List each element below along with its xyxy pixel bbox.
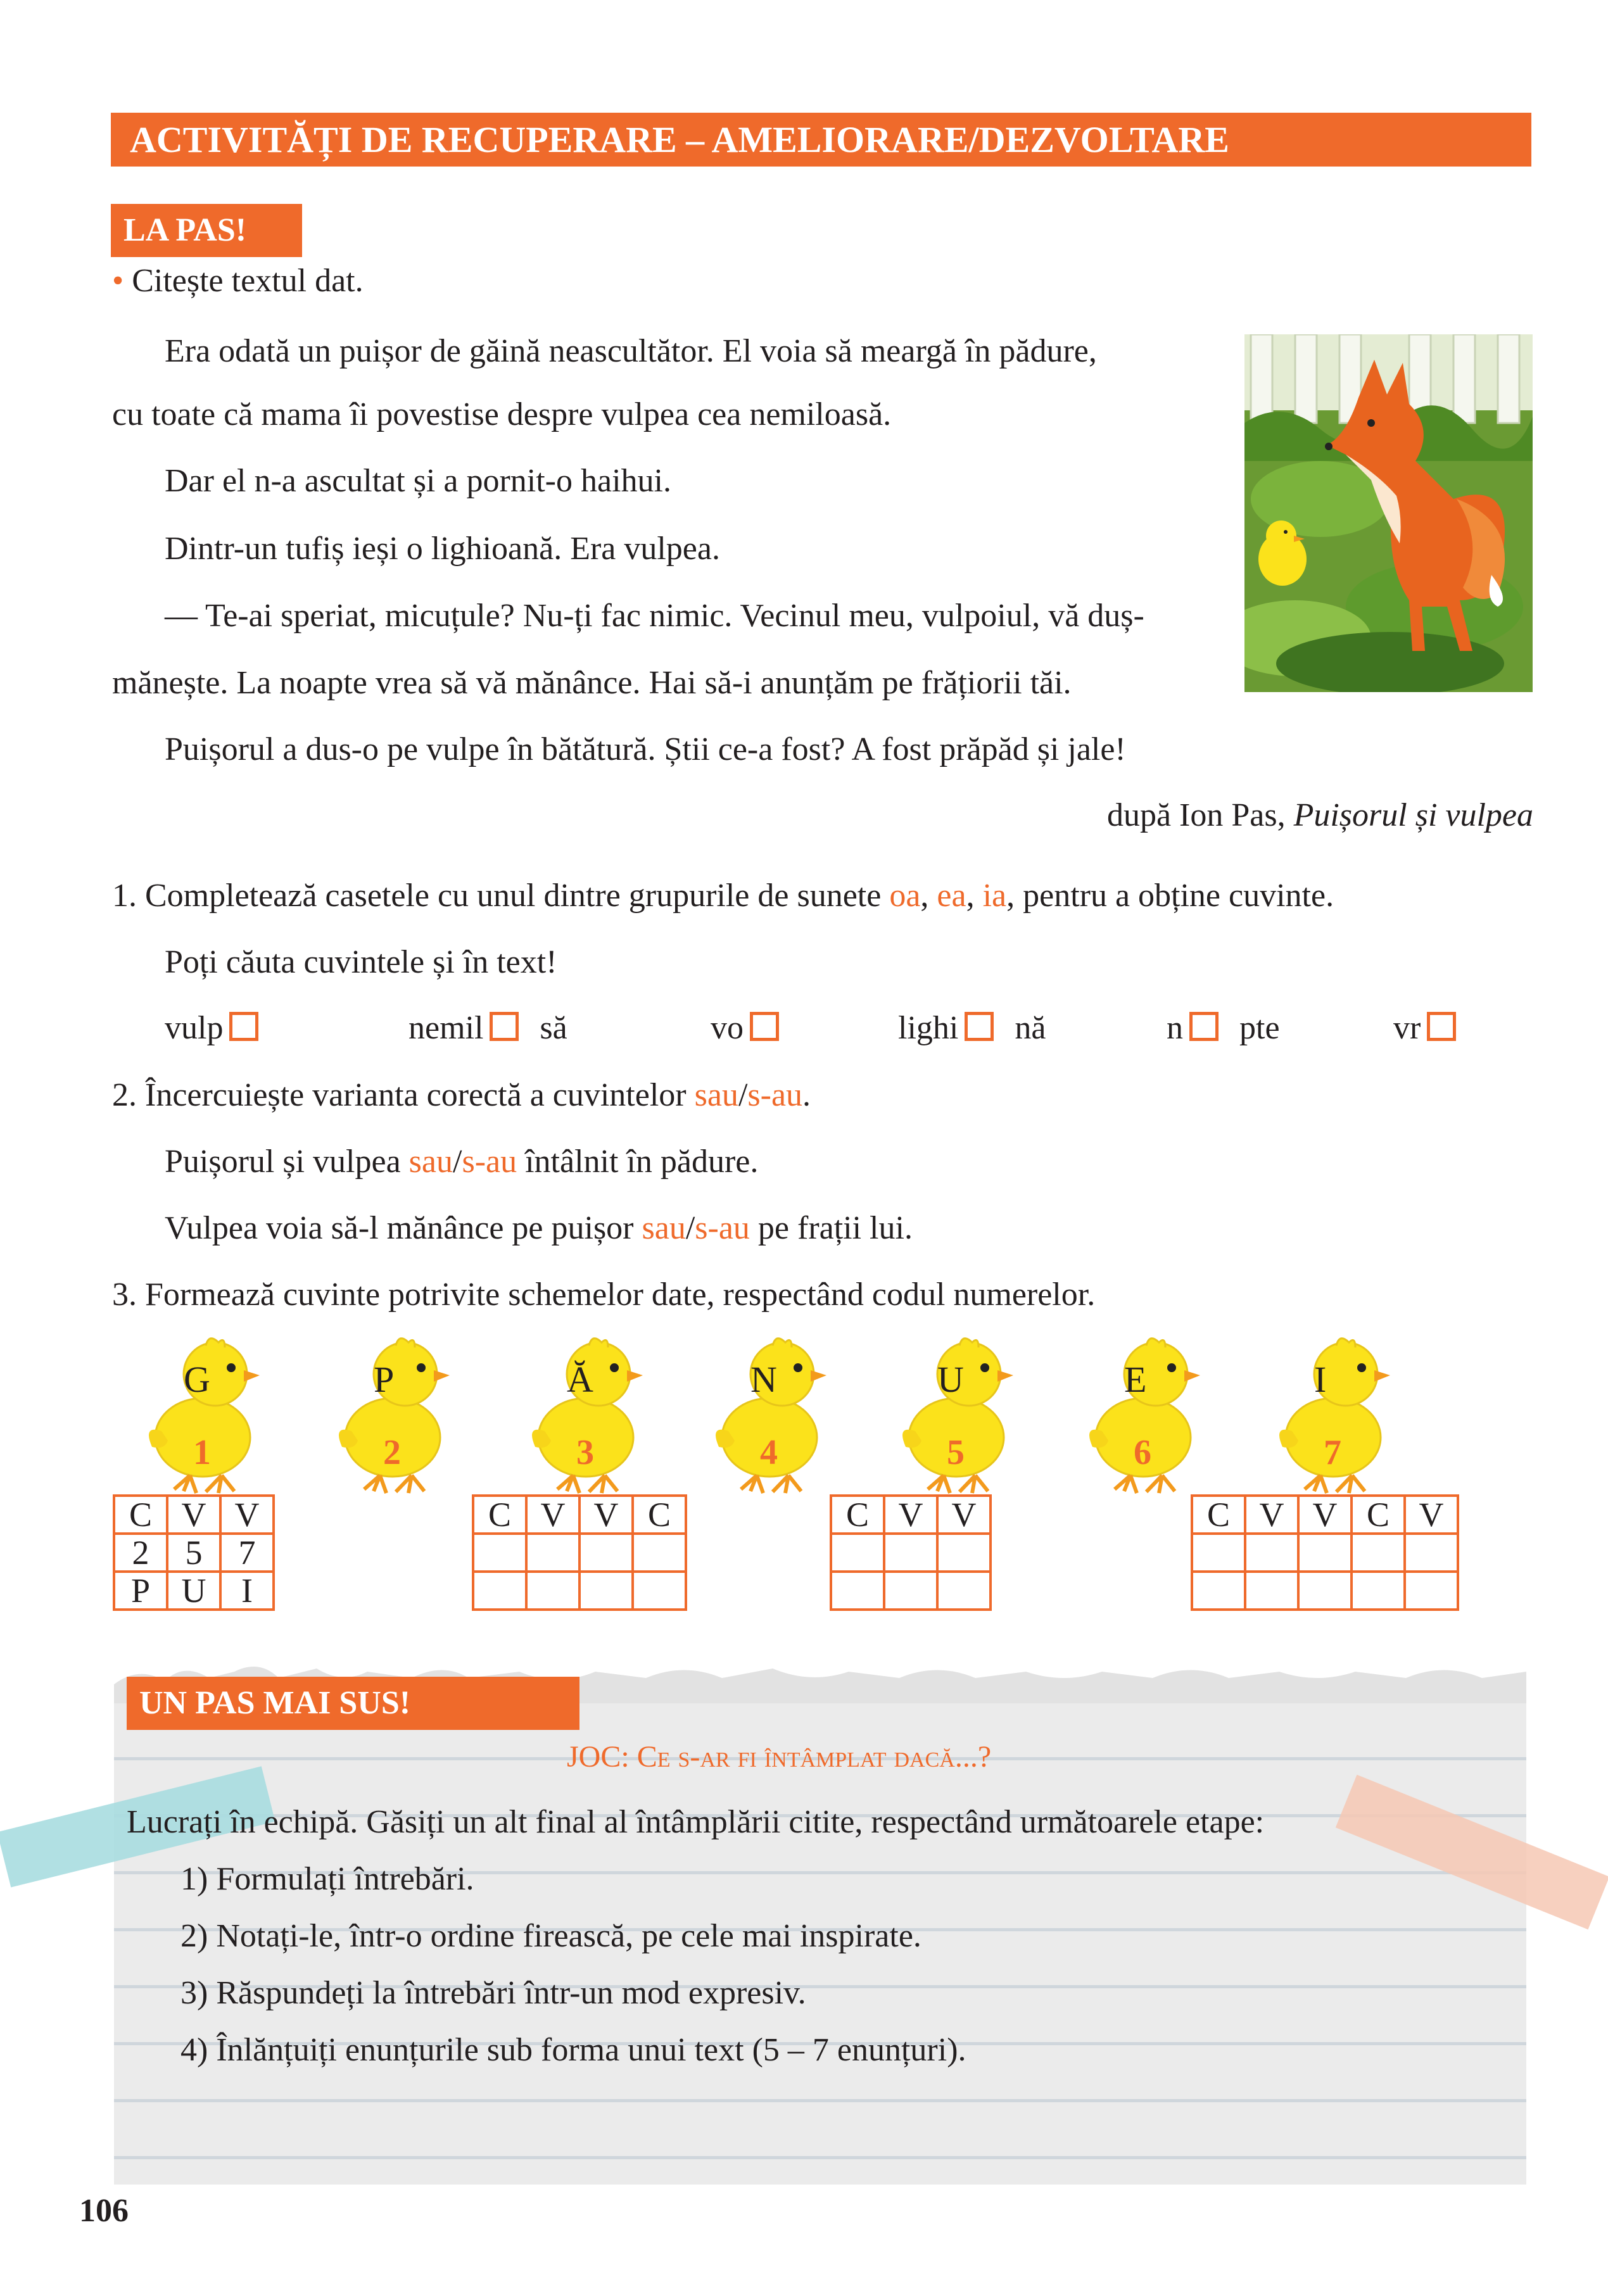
word-stem: vulp [165, 1010, 224, 1046]
ex1-text: 1. Completează casetele cu unul dintre grupurile de sunete [112, 878, 882, 914]
story-line: — Te-ai speriat, micuțule? Nu-ți fac nimic. Vecinul meu, vulpoiul, vă duș- [165, 598, 1144, 634]
ex1-text-end: , pentru a obține cuvinte. [1006, 878, 1334, 914]
chick-letter: U [937, 1359, 964, 1400]
chick-number: 6 [1134, 1433, 1151, 1472]
grid-cell: C [1352, 1496, 1405, 1534]
chick-icon [1070, 1330, 1222, 1501]
word-grid-1 [113, 1494, 275, 1611]
chick-card [320, 1330, 472, 1501]
exercise-2-sentence-2 [165, 1209, 913, 1247]
choice-sau[interactable]: sau [408, 1144, 453, 1180]
answer-cell[interactable] [1192, 1572, 1245, 1610]
answer-cell[interactable] [1298, 1572, 1352, 1610]
step-item: 4) Înlănțuiți enunțurile sub forma unui text (5 – 7 enunțuri). [180, 2032, 966, 2068]
exercise-2-sentence-1 [165, 1143, 758, 1181]
grid-cell: I [220, 1572, 274, 1610]
grid-cell: V [1245, 1496, 1298, 1534]
story-line: cu toate că mama îi povestise despre vulpea cea nemiloasă. [112, 396, 892, 432]
story-source [1107, 797, 1533, 835]
chick-letter: P [374, 1359, 395, 1400]
exercise-1-prompt [112, 877, 1334, 915]
ex2-text: 2. Încercuiește varianta corectă a cuvintelor [112, 1077, 687, 1113]
slash: / [738, 1077, 748, 1113]
grid-cell: V [167, 1496, 220, 1534]
grid-cell: 5 [167, 1534, 220, 1572]
answer-box[interactable] [1189, 1012, 1219, 1041]
choice-sau[interactable]: sau [642, 1210, 686, 1246]
chick-number: 7 [1324, 1433, 1341, 1472]
chick-number: 1 [193, 1433, 211, 1472]
chick-letter: G [184, 1359, 210, 1400]
word-item [898, 1009, 1046, 1047]
word-item [711, 1009, 779, 1047]
step-item: 2) Notați-le, într-o ordine firească, pe cele mai inspirate. [180, 1918, 921, 1954]
answer-box[interactable] [1427, 1012, 1456, 1041]
chick-card [1260, 1330, 1412, 1501]
slash: / [685, 1210, 695, 1246]
answer-cell[interactable] [831, 1534, 884, 1572]
section-banner: ACTIVITĂȚI DE RECUPERARE – AMELIORARE/DEZVOLTARE [111, 113, 1531, 167]
chick-card [513, 1330, 665, 1501]
chick-icon [883, 1330, 1035, 1501]
ruled-line [114, 2156, 1526, 2159]
answer-box[interactable] [490, 1012, 519, 1041]
chick-icon [697, 1330, 849, 1501]
answer-cell[interactable] [1352, 1572, 1405, 1610]
word-item [408, 1009, 567, 1047]
grid-cell: C [1192, 1496, 1245, 1534]
answer-box[interactable] [750, 1012, 779, 1041]
answer-cell[interactable] [526, 1572, 579, 1610]
grid-cell: P [114, 1572, 167, 1610]
sentence-start: Vulpea voia să-l mănânce pe puișor [165, 1210, 634, 1246]
option-ea: ea [937, 878, 966, 914]
answer-cell[interactable] [884, 1572, 937, 1610]
word-ending: să [540, 1010, 567, 1046]
answer-cell[interactable] [831, 1572, 884, 1610]
page-number: 106 [79, 2193, 129, 2229]
word-grid-3 [830, 1494, 992, 1611]
bullet-icon: • [112, 263, 124, 299]
grid-cell: C [633, 1496, 686, 1534]
chick-icon [130, 1330, 282, 1501]
answer-cell[interactable] [473, 1572, 526, 1610]
word-ending: nă [1015, 1010, 1046, 1046]
sentence-start: Puișorul și vulpea [165, 1144, 401, 1180]
option-ia: ia [982, 878, 1007, 914]
chick-icon [1260, 1330, 1412, 1501]
grid-cell: V [220, 1496, 274, 1534]
word-item [1167, 1009, 1280, 1047]
word-item [165, 1009, 258, 1047]
word-item [1393, 1009, 1456, 1047]
grid-cell: V [579, 1496, 633, 1534]
word-grid-2 [472, 1494, 687, 1611]
chick-card [883, 1330, 1035, 1501]
answer-cell[interactable] [473, 1534, 526, 1572]
answer-cell[interactable] [937, 1572, 991, 1610]
story-line: Dintr-un tufiș ieși o lighioană. Era vulpea. [165, 531, 720, 567]
un-pas-mai-sus-tag: UN PAS MAI SUS! [127, 1677, 579, 1730]
choice-s-au[interactable]: s-au [695, 1210, 750, 1246]
grid-cell: V [1405, 1496, 1458, 1534]
source-title: Puișorul și vulpea [1293, 797, 1533, 833]
chick-card [130, 1330, 282, 1501]
separator: , [920, 878, 929, 914]
answer-box[interactable] [965, 1012, 994, 1041]
word-stem: lighi [898, 1010, 959, 1046]
chick-number: 2 [383, 1433, 401, 1472]
grid-cell: C [473, 1496, 526, 1534]
chick-card [697, 1330, 849, 1501]
team-instruction: Lucrați în echipă. Găsiți un alt final al întâmplării citite, respectând următoarele etape: [127, 1804, 1265, 1840]
grid-cell: 2 [114, 1534, 167, 1572]
answer-cell[interactable] [1192, 1534, 1245, 1572]
option-s-au: s-au [747, 1077, 803, 1113]
exercise-1-hint: Poți căuta cuvintele și în text! [165, 944, 557, 980]
story-line: Era odată un puișor de găină neascultător. El voia să meargă în pădure, [165, 333, 1097, 369]
chick-card [1070, 1330, 1222, 1501]
chick-number: 5 [947, 1433, 965, 1472]
instruction-text: Citește textul dat. [132, 263, 364, 299]
story-line: mănește. La noapte vrea să vă mănânce. Hai să-i anunțăm pe frățiorii tăi. [112, 665, 1072, 701]
story-line: Puișorul a dus-o pe vulpe în bătătură. Știi ce-a fost? A fost prăpăd și jale! [165, 731, 1126, 767]
separator: , [966, 878, 975, 914]
answer-cell[interactable] [633, 1572, 686, 1610]
grid-cell: C [831, 1496, 884, 1534]
word-stem: nemil [408, 1010, 484, 1046]
word-stem: vr [1393, 1010, 1421, 1046]
la-pas-tag: LA PAS! [111, 204, 302, 257]
choice-s-au[interactable]: s-au [462, 1144, 517, 1180]
exercise-3-prompt: 3. Formează cuvinte potrivite schemelor date, respectând codul numerelor. [112, 1277, 1096, 1313]
word-stem: n [1167, 1010, 1183, 1046]
answer-cell[interactable] [1352, 1534, 1405, 1572]
chick-letter: N [750, 1359, 777, 1400]
word-stem: vo [711, 1010, 744, 1046]
chick-icon [513, 1330, 665, 1501]
answer-cell[interactable] [1245, 1534, 1298, 1572]
grid-cell: U [167, 1572, 220, 1610]
answer-cell[interactable] [1298, 1534, 1352, 1572]
answer-cell[interactable] [937, 1534, 991, 1572]
step-item: 1) Formulați întrebări. [180, 1861, 474, 1897]
ruled-line [114, 2099, 1526, 2102]
grid-cell: C [114, 1496, 167, 1534]
sentence-end: pe frații lui. [757, 1210, 913, 1246]
answer-cell[interactable] [1405, 1572, 1458, 1610]
grid-cell: V [884, 1496, 937, 1534]
chick-icon [320, 1330, 472, 1501]
word-grid-4 [1191, 1494, 1459, 1611]
answer-cell[interactable] [579, 1534, 633, 1572]
source-author: după Ion Pas, [1106, 797, 1286, 833]
exercise-2-prompt [112, 1076, 811, 1114]
answer-cell[interactable] [526, 1534, 579, 1572]
period: . [802, 1077, 811, 1113]
reading-instruction [112, 262, 364, 300]
story-line: Dar el n-a ascultat și a pornit-o haihui. [165, 463, 671, 499]
sentence-end: întâlnit în pădure. [525, 1144, 759, 1180]
grid-cell: V [526, 1496, 579, 1534]
option-sau: sau [694, 1077, 738, 1113]
answer-cell[interactable] [884, 1534, 937, 1572]
chick-number: 3 [576, 1433, 594, 1472]
answer-box[interactable] [229, 1012, 258, 1041]
chick-letter: Ă [567, 1359, 593, 1400]
game-title: JOC: Ce s-ar fi întâmplat dacă...? [567, 1740, 992, 1774]
answer-cell[interactable] [1405, 1534, 1458, 1572]
slash: / [453, 1144, 462, 1180]
grid-cell: V [937, 1496, 991, 1534]
fox-and-chick-illustration [1244, 334, 1533, 692]
grid-cell: 7 [220, 1534, 274, 1572]
answer-cell[interactable] [1245, 1572, 1298, 1610]
option-oa: oa [889, 878, 921, 914]
word-ending: pte [1239, 1010, 1280, 1046]
chick-letter: E [1124, 1359, 1147, 1400]
answer-cell[interactable] [579, 1572, 633, 1610]
answer-cell[interactable] [633, 1534, 686, 1572]
chick-letter: I [1314, 1359, 1327, 1400]
chick-number: 4 [760, 1433, 778, 1472]
grid-cell: V [1298, 1496, 1352, 1534]
step-item: 3) Răspundeți la întrebări într-un mod expresiv. [180, 1975, 806, 2011]
